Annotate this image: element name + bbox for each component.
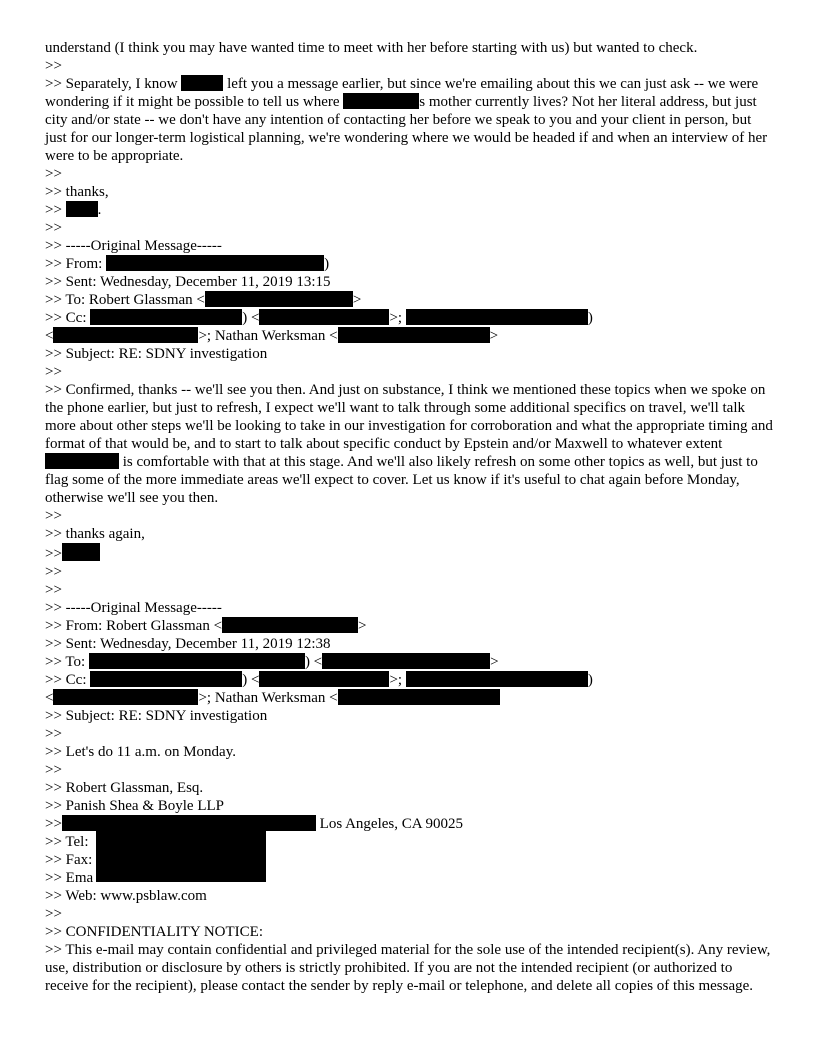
redaction-block [66,201,98,217]
cc-continuation-line: < >; Nathan Werksman < > [45,328,499,344]
thanks-again-line: >> thanks again, [45,526,145,542]
sent-line: >> Sent: Wednesday, December 11, 2019 13:15 [45,274,331,290]
quote-marker: >> [45,564,62,580]
quote-marker: >> [45,220,62,236]
redaction-block [338,327,490,343]
signature-email: >> Ema [45,870,94,886]
signature-web: >> Web: www.psblaw.com [45,888,207,904]
signature-address: >> Los Angeles, CA 90025 [45,816,464,832]
redaction-block [89,653,305,669]
quote-marker: >> [45,906,62,922]
to-line: >> To: ) < > [45,654,499,670]
redaction-block [406,309,588,325]
redaction-block [90,671,242,687]
signature-line: >> . [45,202,102,218]
redaction-block [62,543,100,561]
confirmed-paragraph: >> Confirmed, thanks -- we'll see you then. And just on substance, I think we mentioned these topics when we spoke on the phone earlier, but just to refresh, I expect we'll want to talk through some additional specifics on travel, we'll talk more about other steps we'll be looking to take in our investigation for corroboration and what the appropriate timing and format of that would be, and to start to talk about specific conduct by Epstein and/or Maxwell to whatever extent is comfortable with that at this stage. And we'll also likely refresh on some other topics as well, but just to flag some of the more immediate areas we'll expect to cover. Let us know if it's useful to chat again before Monday, otherwise we'll see you then. [45,382,773,506]
thanks-line: >> thanks, [45,184,109,200]
signature-line: >> [45,543,775,563]
to-line: >> To: Robert Glassman < > [45,292,362,308]
redaction-block [45,453,119,469]
signature-fax: >> Fax: [45,852,93,868]
subject-line: >> Subject: RE: SDNY investigation [45,346,268,362]
quote-marker: >> [45,582,62,598]
lets-do-line: >> Let's do 11 a.m. on Monday. [45,744,236,760]
redaction-block [406,671,588,687]
cc-continuation-line: < >; Nathan Werksman < [45,689,775,707]
redaction-block [259,309,389,325]
redaction-block [53,327,198,343]
redaction-block [90,309,242,325]
quote-marker: >> [45,58,62,74]
quote-marker: >> [45,762,62,778]
quote-marker: >> [45,364,62,380]
cc-line: >> Cc: ) < >; ) [45,310,593,326]
quote-marker: >> [45,508,62,524]
signature-firm: >> Panish Shea & Boyle LLP [45,798,224,814]
sent-line: >> Sent: Wednesday, December 11, 2019 12:38 [45,636,331,652]
redaction-block [343,93,419,109]
redaction-block [53,689,198,705]
separately-paragraph: >> Separately, I know left you a message earlier, but since we're emailing about this we can just ask -- we were wondering if it might be possible to tell us where s mother currently lives? Not her literal address, but just city and/or state -- we don't have any intention of contacting her before we speak to you and your client in person, but just for our longer-term logistical planning, we're wondering where we would be headed if and when an interview of her were to be appropriate. [45,76,768,164]
signature-tel: >> Tel: [45,834,89,850]
original-message-header: >> -----Original Message----- [45,238,222,254]
redaction-block [181,75,223,91]
from-line: >> From: Robert Glassman < > [45,618,367,634]
confidentiality-body: >> This e-mail may contain confidential and privileged material for the sole use of the intended recipient(s). Any review, use, distribution or disclosure by others is strictly prohibited. If you are not the intended recipient (or authorized to receive for the recipient), please contact the sender by reply e-mail or telephone, and delete all copies of this message. [45,942,771,994]
contact-redaction-block [96,828,266,882]
signature-name: >> Robert Glassman, Esq. [45,780,204,796]
intro-continuation: understand (I think you may have wanted time to meet with her before starting with us) but wanted to check. [45,40,698,56]
quote-marker: >> [45,726,62,742]
redaction-block [338,689,500,705]
redaction-block [322,653,490,669]
cc-line: >> Cc: ) < >; ) [45,672,593,688]
redaction-block [106,255,324,271]
quote-marker: >> [45,166,62,182]
subject-line: >> Subject: RE: SDNY investigation [45,708,268,724]
redaction-block [222,617,358,633]
confidentiality-title: >> CONFIDENTIALITY NOTICE: [45,924,263,940]
from-line: >> From: ) [45,256,330,272]
redaction-block [205,291,353,307]
redaction-block [259,671,389,687]
original-message-header: >> -----Original Message----- [45,600,222,616]
